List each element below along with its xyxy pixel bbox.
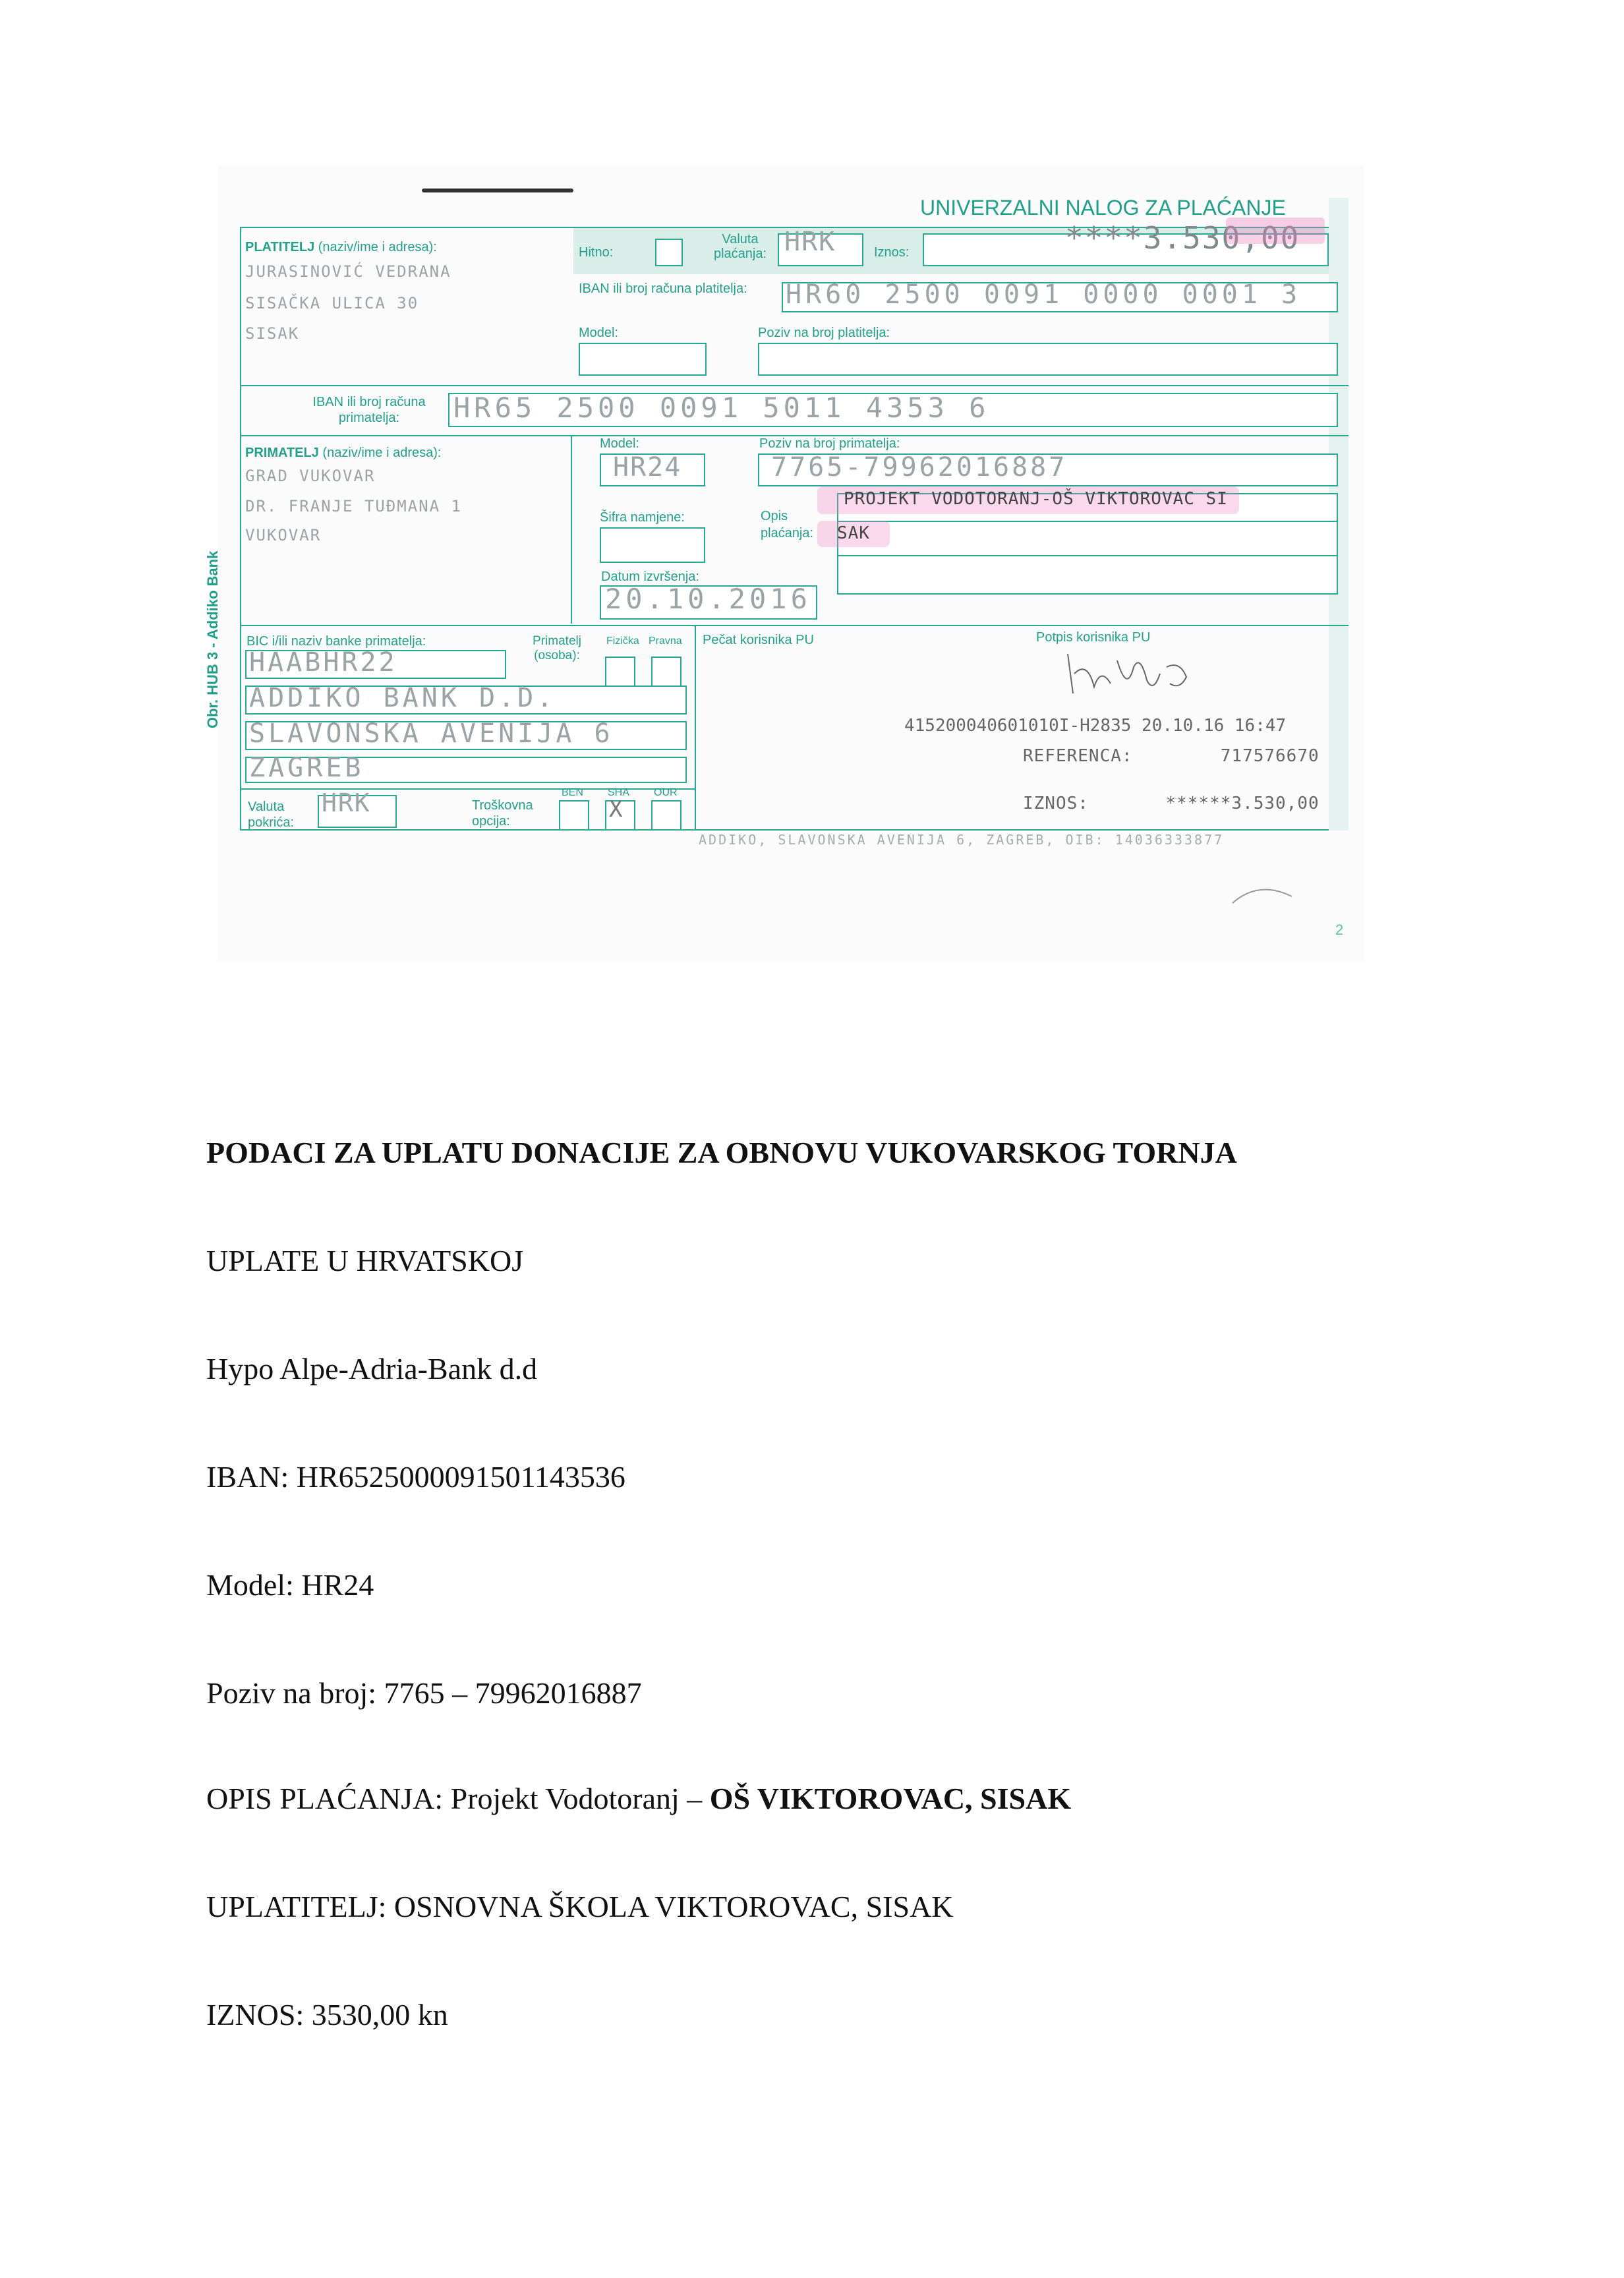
recipient-person-label: Primatelj (osoba):: [533, 634, 581, 662]
recipient-iban-value: HR65 2500 0091 5011 4353 6: [453, 392, 990, 424]
payer-line: UPLATITELJ: OSNOVNA ŠKOLA VIKTOROVAC, SISAK: [206, 1890, 954, 1923]
urgent-label: Hitno:: [579, 245, 614, 260]
amount-line: IZNOS: 3530,00 kn: [206, 1998, 448, 2031]
stamp-label: Pečat korisnika PU: [703, 633, 814, 647]
vertical-divider: [695, 625, 696, 831]
cover-currency-value: HRK: [322, 788, 371, 817]
bank-name: Hypo Alpe-Adria-Bank d.d: [206, 1352, 538, 1386]
payer-line-1: JURASINOVIĆ VEDRANA: [245, 262, 451, 281]
pen-stroke: [1226, 877, 1305, 916]
description-label: Opis plaćanja:: [761, 509, 814, 540]
payer-label: PLATITELJ (naziv/ime i adresa):: [245, 240, 437, 254]
amount-label: Iznos:: [874, 245, 910, 260]
execution-date-value: 20.10.2016: [605, 583, 811, 615]
physical-label: Fizička: [606, 635, 639, 647]
bank-line-1: ADDIKO BANK D.D.: [249, 683, 556, 713]
payer-model-label: Model:: [579, 326, 619, 340]
payer-iban-value: HR60 2500 0091 0000 0001 3: [786, 279, 1302, 310]
payer-line-2: SISAČKA ULICA 30: [245, 294, 419, 312]
description-line-1: PROJEKT VODOTORANJ-OŠ VIKTOROVAC SI: [844, 489, 1228, 509]
vertical-divider: [571, 435, 572, 624]
urgent-checkbox: [655, 239, 683, 266]
payer-model-box: [579, 343, 707, 376]
purpose-code-label: Šifra namjene:: [600, 510, 685, 525]
donation-heading: PODACI ZA UPLATU DONACIJE ZA OBNOVU VUKOVARSKOG TORNJA: [206, 1136, 1237, 1169]
our-checkbox: [651, 800, 682, 831]
payer-reference-box: [758, 343, 1338, 376]
reference-line: REFERENCA: 717576670: [1023, 746, 1320, 766]
costs-label: Troškovna opcija:: [472, 798, 533, 829]
footer-line: ADDIKO, SLAVONSKA AVENIJA 6, ZAGREB, OIB: 14036333877: [699, 832, 1225, 848]
description-line-2: SAK: [837, 523, 870, 543]
signature-scribble: [1055, 647, 1213, 700]
iban-line: IBAN: HR6525000091501143536: [206, 1460, 625, 1494]
description-rule: [837, 521, 1338, 522]
separator-line: [240, 625, 1348, 626]
execution-date-label: Datum izvršenja:: [601, 570, 699, 584]
purpose-code-box: [600, 527, 705, 563]
bank-line-2: SLAVONSKA AVENIJA 6: [249, 718, 614, 749]
validation-line: 415200040601010I-H2835 20.10.16 16:47: [904, 716, 1287, 736]
recipient-label: PRIMATELJ (naziv/ime i adresa):: [245, 446, 442, 460]
legal-checkbox: [651, 657, 682, 687]
scan-smudge: [422, 189, 573, 192]
recipient-line-1: GRAD VUKOVAR: [245, 467, 376, 485]
bank-line-3: ZAGREB: [249, 753, 364, 783]
recipient-reference-label: Poziv na broj primatelja:: [759, 436, 900, 451]
form-code-text: Obr. HUB 3 - Addiko Bank: [204, 550, 221, 728]
recipient-line-3: VUKOVAR: [245, 526, 322, 544]
legal-label: Pravna: [649, 635, 682, 647]
bic-label: BIC i/ili naziv banke primatelja:: [246, 634, 426, 649]
description-line: [206, 1781, 1071, 1816]
signature-label: Potpis korisnika PU: [1036, 630, 1151, 645]
payer-line-3: SISAK: [245, 324, 300, 343]
form-code-label: [204, 551, 221, 728]
description-prefix: OPIS PLAĆANJA: Projekt Vodotoranj –: [206, 1782, 710, 1815]
currency-label: Valuta plaćanja:: [713, 232, 767, 261]
recipient-line-2: DR. FRANJE TUĐMANA 1: [245, 497, 462, 515]
highlight-marker: [1226, 218, 1325, 244]
recipient-model-label: Model:: [600, 436, 640, 451]
payer-iban-label: IBAN ili broj računa platitelja:: [579, 281, 747, 296]
sha-mark: X: [609, 796, 624, 823]
iznos-line: IZNOS: ******3.530,00: [1023, 794, 1320, 813]
bic-value: HAABHR22: [249, 647, 397, 678]
reference-line: Poziv na broj: 7765 – 79962016887: [206, 1676, 642, 1710]
ben-checkbox: [559, 800, 589, 831]
model-line: Model: HR24: [206, 1568, 374, 1602]
cover-currency-label: Valuta pokrića:: [248, 800, 295, 830]
slip-title: UNIVERZALNI NALOG ZA PLAĆANJE: [920, 196, 1286, 219]
our-label: OUR: [654, 787, 678, 798]
description-rule: [837, 555, 1338, 556]
physical-checkbox: [605, 657, 635, 687]
sha-label: SHA: [608, 787, 629, 798]
currency-value: HRK: [784, 227, 836, 257]
separator-line: [240, 385, 1348, 386]
recipient-model-value: HR24: [613, 452, 682, 482]
amount-value: ****3.530,00: [1065, 220, 1300, 256]
description-bold: OŠ VIKTOROVAC, SISAK: [709, 1782, 1072, 1815]
page-number: 2: [1335, 921, 1344, 938]
payments-subheading: UPLATE U HRVATSKOJ: [206, 1244, 524, 1277]
recipient-iban-label: IBAN ili broj računa primatelja:: [312, 395, 426, 425]
payer-reference-label: Poziv na broj platitelja:: [758, 326, 890, 340]
recipient-reference-value: 7765-79962016887: [771, 452, 1068, 482]
ben-label: BEN: [562, 787, 583, 798]
